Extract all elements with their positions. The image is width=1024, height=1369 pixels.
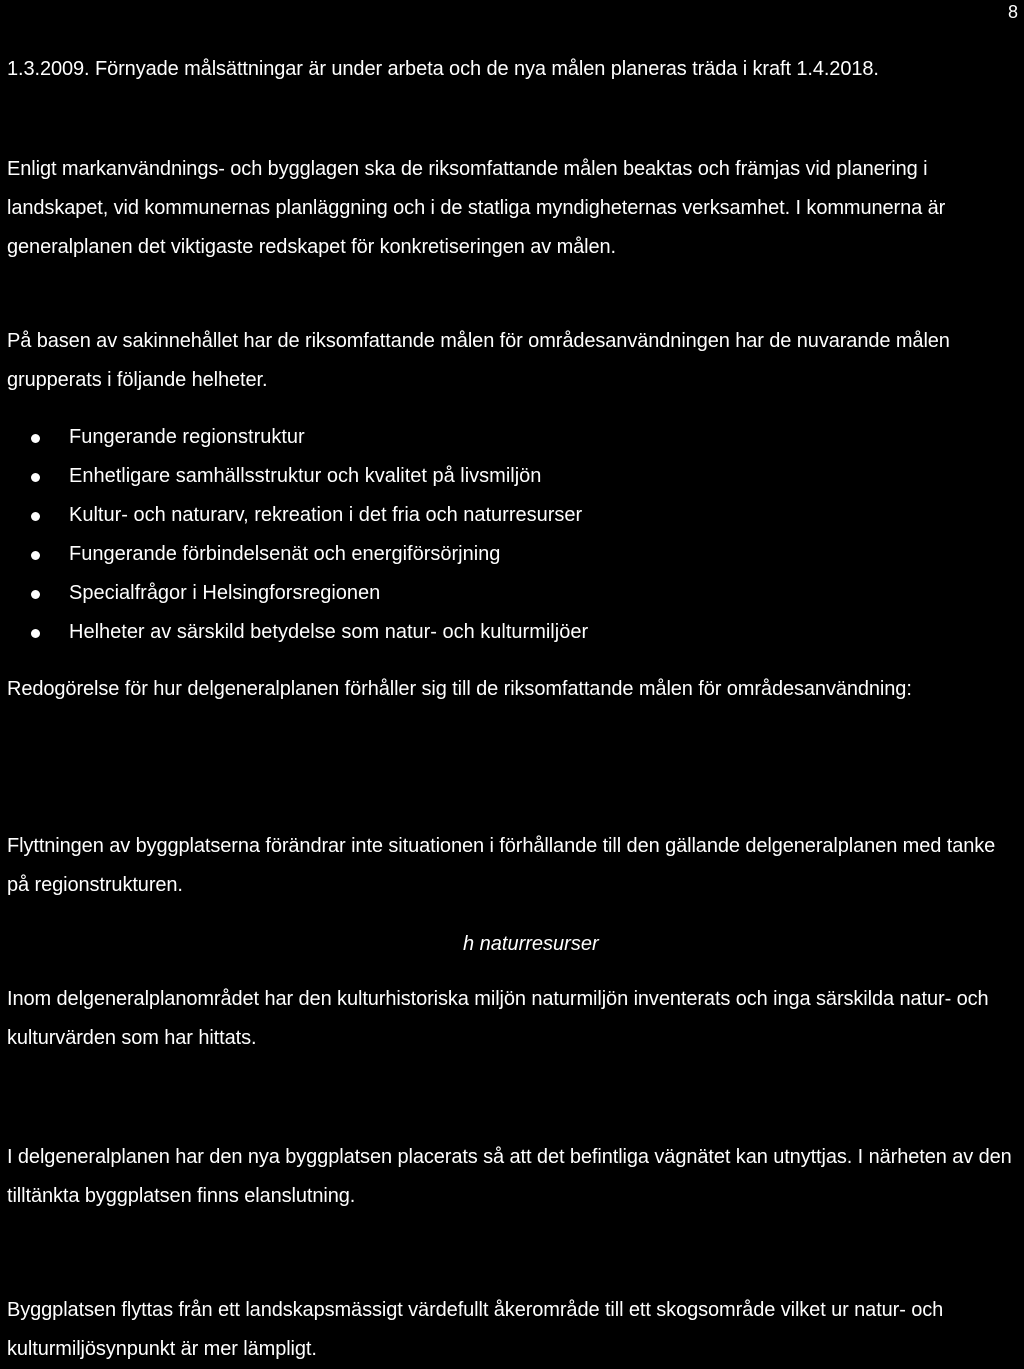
paragraph-region-structure: Flyttningen av byggplatserna förändrar inte situationen i förhållande till den gällande delgeneralplanen med tanke på regionstrukturen. xyxy=(7,835,996,896)
list-item-label: Helheter av särskild betydelse som natur- och kulturmiljöer xyxy=(69,621,589,643)
paragraph-road-network: I delgeneralplanen har den nya byggplatsen placerats så att det befintliga vägnätet kan utnyttjas. I närheten av den tilltänkta byggplatsen finns elanslutning. xyxy=(7,1146,1012,1207)
bullet-icon xyxy=(31,434,40,443)
paragraph-goal-groups: På basen av sakinnehållet har de riksomfattande målen för områdesanvändningen har de nuvarande målen grupperats i följande helheter. xyxy=(7,330,950,391)
paragraph-land-use-law: Enligt markanvändnings- och bygglagen ska de riksomfattande målen beaktas och främjas vid planering i landskapet, vid kommunernas planläggning och i de statliga myndigheternas verksamhet. I kommunerna är generalplanen det viktigaste redskapet för konkretiseringen av målen. xyxy=(7,158,946,258)
goal-list xyxy=(0,418,588,652)
list-item-label: Enhetligare samhällsstruktur och kvalitet på livsmiljön xyxy=(69,465,542,487)
section-heading-fragment: h naturresurser xyxy=(463,933,599,955)
bullet-icon xyxy=(31,512,40,521)
bullet-icon xyxy=(31,473,40,482)
list-item xyxy=(0,457,588,496)
list-item xyxy=(0,418,588,457)
paragraph-target-date: 1.3.2009. Förnyade målsättningar är under arbeta och de nya målen planeras träda i kraft 1.4.2018. xyxy=(7,58,879,80)
paragraph-building-site: Byggplatsen flyttas från ett landskapsmässigt värdefullt åkerområde till ett skogsområde vilket ur natur- och kulturmiljösynpunkt är mer lämpligt. xyxy=(7,1299,944,1360)
paragraph-account-intro: Redogörelse för hur delgeneralplanen förhåller sig till de riksomfattande målen för områdesanvändning: xyxy=(7,678,912,700)
list-item-label: Kultur- och naturarv, rekreation i det fria och naturresurser xyxy=(69,504,583,526)
list-item xyxy=(0,613,588,652)
list-item-label: Fungerande regionstruktur xyxy=(69,426,305,448)
list-item-label: Specialfrågor i Helsingforsregionen xyxy=(69,582,381,604)
list-item-label: Fungerande förbindelsenät och energiförsörjning xyxy=(69,543,501,565)
page-number: 8 xyxy=(1007,2,1018,22)
bullet-icon xyxy=(31,629,40,638)
list-item xyxy=(0,535,588,574)
list-item xyxy=(0,574,588,613)
bullet-icon xyxy=(31,551,40,560)
bullet-icon xyxy=(31,590,40,599)
list-item xyxy=(0,496,588,535)
paragraph-cultural-environment: Inom delgeneralplanområdet har den kulturhistoriska miljön naturmiljön inventerats och inga särskilda natur- och kulturvärden som har hittats. xyxy=(7,988,989,1049)
